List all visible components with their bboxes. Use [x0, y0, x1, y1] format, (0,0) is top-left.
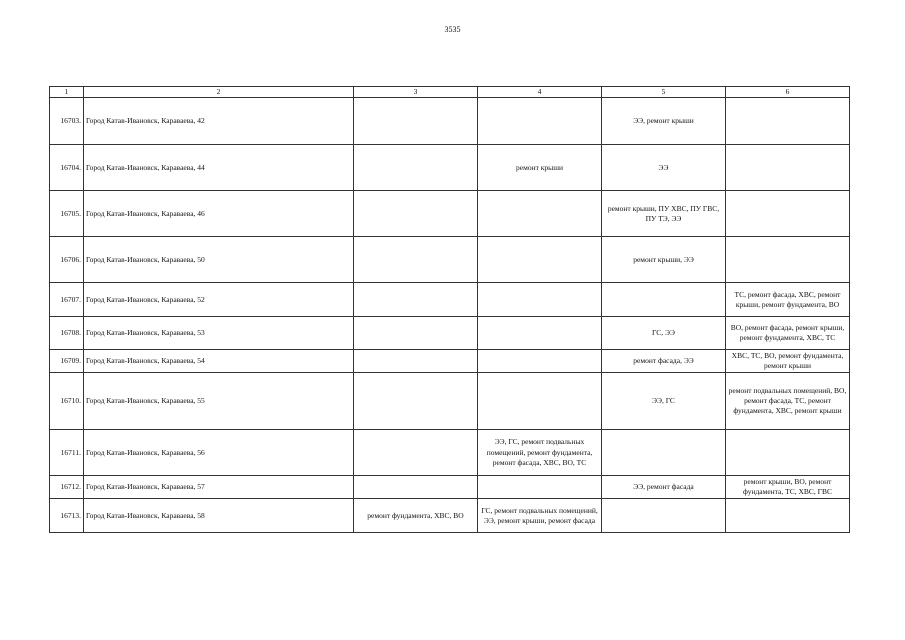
row-cell-6: [726, 98, 850, 145]
row-cell-4: [478, 191, 602, 237]
row-number: 16712.: [50, 476, 84, 499]
table-row: [50, 191, 850, 237]
column-header: 5: [602, 87, 726, 98]
row-cell-6: [726, 237, 850, 283]
row-cell-4: ЭЭ, ГС, ремонт подвальных помещений, ремонт фундамента, ремонт фасада, ХВС, ВО, ТС: [478, 430, 602, 476]
column-header: 6: [726, 87, 850, 98]
row-address: Город Катав-Ивановск, Караваева, 44: [84, 145, 354, 191]
row-address: Город Катав-Ивановск, Караваева, 57: [84, 476, 354, 499]
row-cell-5: ремонт фасада, ЭЭ: [602, 350, 726, 373]
row-cell-5: [602, 283, 726, 317]
table-row: [50, 430, 850, 476]
row-number: 16704.: [50, 145, 84, 191]
row-cell-4: [478, 283, 602, 317]
row-cell-5: ГС, ЭЭ: [602, 317, 726, 350]
row-cell-5: [602, 499, 726, 533]
table-row: [50, 145, 850, 191]
row-cell-5: ЭЭ, ремонт фасада: [602, 476, 726, 499]
row-number: 16705.: [50, 191, 84, 237]
row-address: Город Катав-Ивановск, Караваева, 56: [84, 430, 354, 476]
row-number: 16713.: [50, 499, 84, 533]
row-address: Город Катав-Ивановск, Караваева, 52: [84, 283, 354, 317]
row-cell-6: [726, 145, 850, 191]
row-cell-3: [354, 237, 478, 283]
row-cell-6: [726, 430, 850, 476]
row-cell-3: [354, 317, 478, 350]
row-cell-6: ремонт крыши, ВО, ремонт фундамента, ТС, ХВС, ГВС: [726, 476, 850, 499]
row-cell-4: [478, 476, 602, 499]
column-header: 4: [478, 87, 602, 98]
column-header: 3: [354, 87, 478, 98]
row-address: Город Катав-Ивановск, Караваева, 50: [84, 237, 354, 283]
row-cell-3: [354, 350, 478, 373]
row-address: Город Катав-Ивановск, Караваева, 42: [84, 98, 354, 145]
row-cell-3: [354, 98, 478, 145]
row-number: 16707.: [50, 283, 84, 317]
table-row: [50, 350, 850, 373]
row-cell-4: ГС, ремонт подвальных помещений, ЭЭ, ремонт крыши, ремонт фасада: [478, 499, 602, 533]
row-cell-6: [726, 191, 850, 237]
row-number: 16710.: [50, 373, 84, 430]
column-header: 1: [50, 87, 84, 98]
row-address: Город Катав-Ивановск, Караваева, 55: [84, 373, 354, 430]
row-address: Город Катав-Ивановск, Караваева, 46: [84, 191, 354, 237]
row-cell-6: ХВС, ТС, ВО, ремонт фундамента, ремонт крыши: [726, 350, 850, 373]
data-table: [49, 86, 850, 533]
row-address: Город Катав-Ивановск, Караваева, 53: [84, 317, 354, 350]
row-cell-6: ремонт подвальных помещений, ВО, ремонт фасада, ТС, ремонт фундамента, ХВС, ремонт крыши: [726, 373, 850, 430]
row-cell-3: [354, 191, 478, 237]
row-cell-3: [354, 430, 478, 476]
row-cell-3: ремонт фундамента, ХВС, ВО: [354, 499, 478, 533]
row-number: 16706.: [50, 237, 84, 283]
row-cell-4: [478, 237, 602, 283]
row-cell-5: ЭЭ: [602, 145, 726, 191]
table-row: [50, 237, 850, 283]
table-row: [50, 98, 850, 145]
row-cell-5: ЭЭ, ГС: [602, 373, 726, 430]
row-cell-3: [354, 145, 478, 191]
row-cell-4: [478, 317, 602, 350]
row-number: 16709.: [50, 350, 84, 373]
row-cell-5: ЭЭ, ремонт крыши: [602, 98, 726, 145]
row-number: 16703.: [50, 98, 84, 145]
table-row: [50, 499, 850, 533]
row-number: 16708.: [50, 317, 84, 350]
row-cell-6: ВО, ремонт фасада, ремонт крыши, ремонт фундамента, ХВС, ТС: [726, 317, 850, 350]
row-cell-6: ТС, ремонт фасада, ХВС, ремонт крыши, ремонт фундамента, ВО: [726, 283, 850, 317]
page-number: 3535: [444, 25, 461, 34]
row-cell-5: ремонт крыши, ЭЭ: [602, 237, 726, 283]
table-row: [50, 476, 850, 499]
header-row: [50, 87, 850, 98]
row-number: 16711.: [50, 430, 84, 476]
row-cell-4: [478, 373, 602, 430]
row-cell-6: [726, 499, 850, 533]
row-cell-5: [602, 430, 726, 476]
table-row: [50, 283, 850, 317]
row-cell-3: [354, 283, 478, 317]
column-header: 2: [84, 87, 354, 98]
row-cell-3: [354, 373, 478, 430]
row-cell-4: ремонт крыши: [478, 145, 602, 191]
table-row: [50, 373, 850, 430]
row-cell-4: [478, 98, 602, 145]
table-row: [50, 317, 850, 350]
row-cell-5: ремонт крыши, ПУ ХВС, ПУ ГВС, ПУ ТЭ, ЭЭ: [602, 191, 726, 237]
row-cell-4: [478, 350, 602, 373]
row-cell-3: [354, 476, 478, 499]
row-address: Город Катав-Ивановск, Караваева, 54: [84, 350, 354, 373]
row-address: Город Катав-Ивановск, Караваева, 58: [84, 499, 354, 533]
